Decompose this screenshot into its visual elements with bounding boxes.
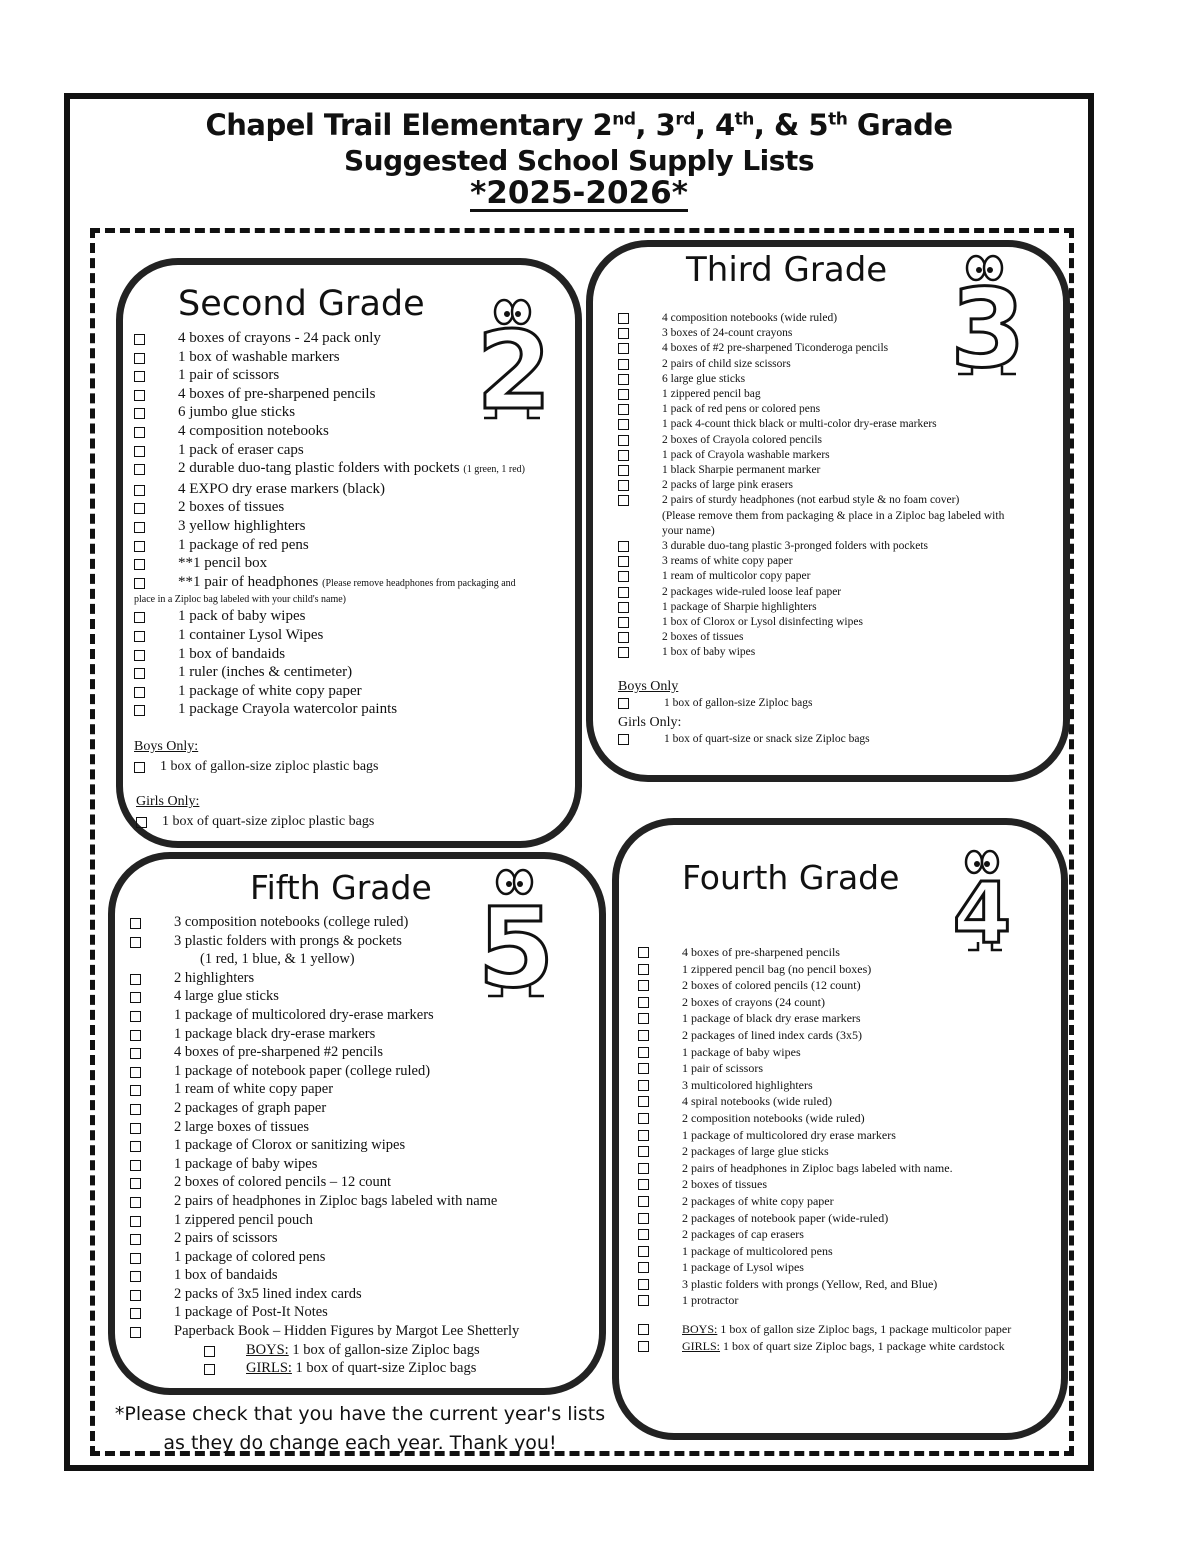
list-item: 1 ruler (inches & centimeter) bbox=[134, 663, 525, 682]
checkbox-icon bbox=[134, 522, 145, 533]
checkbox-icon bbox=[638, 964, 649, 975]
list-item: 3 composition notebooks (college ruled) bbox=[130, 913, 519, 932]
checkbox-icon bbox=[130, 1178, 141, 1189]
checkbox-icon bbox=[134, 687, 145, 698]
list-item: 1 box of baby wipes bbox=[618, 645, 1004, 660]
checkbox-icon bbox=[134, 705, 145, 716]
checkbox-icon bbox=[618, 587, 629, 598]
list-item: 4 boxes of pre-sharpened pencils bbox=[134, 385, 525, 404]
footer-line: *Please check that you have the current year's lists bbox=[114, 1403, 606, 1425]
checkbox-icon bbox=[130, 1253, 141, 1264]
checkbox-icon bbox=[134, 503, 145, 514]
list-item: 4 composition notebooks bbox=[134, 422, 525, 441]
list-item: 2 boxes of crayons (24 count) bbox=[638, 994, 953, 1011]
list-item: 1 pack 4-count thick black or multi-color dry-erase markers bbox=[618, 417, 1004, 432]
list-item: BOYS: 1 box of gallon-size Ziploc bags bbox=[130, 1341, 519, 1360]
list-item: 1 container Lysol Wipes bbox=[134, 626, 525, 645]
checkbox-icon bbox=[134, 485, 145, 496]
page-header bbox=[64, 108, 1094, 212]
list-item: 1 package of multicolored pens bbox=[638, 1243, 953, 1260]
list-item: 2 pairs of sturdy headphones (not earbud style & no foam cover) bbox=[618, 493, 1004, 508]
list-item: 4 spiral notebooks (wide ruled) bbox=[638, 1093, 953, 1110]
list-item: 2 composition notebooks (wide ruled) bbox=[638, 1110, 953, 1127]
list-item: 1 zippered pencil pouch bbox=[130, 1211, 519, 1230]
list-item: 2 boxes of colored pencils (12 count) bbox=[638, 977, 953, 994]
checkbox-icon bbox=[638, 1163, 649, 1174]
list-item: 2 packages of large glue sticks bbox=[638, 1143, 953, 1160]
list-item: 1 package of Clorox or sanitizing wipes bbox=[130, 1136, 519, 1155]
list-item: 1 package of white copy paper bbox=[134, 682, 525, 701]
checkbox-icon bbox=[618, 602, 629, 613]
list-item: 1 ream of multicolor copy paper bbox=[618, 569, 1004, 584]
list-item: 2 pairs of child size scissors bbox=[618, 357, 1004, 372]
list-item: 1 pack of baby wipes bbox=[134, 607, 525, 626]
checkbox-icon bbox=[130, 1011, 141, 1022]
list-item: 1 pack of eraser caps bbox=[134, 441, 525, 460]
checkbox-icon bbox=[130, 1141, 141, 1152]
list-item: 2 packages of cap erasers bbox=[638, 1226, 953, 1243]
third-grade-title: Third Grade bbox=[686, 250, 888, 290]
list-item: 4 EXPO dry erase markers (black) bbox=[134, 480, 525, 499]
checkbox-icon bbox=[618, 374, 629, 385]
list-item: 1 box of gallon-size ziploc plastic bags bbox=[134, 757, 379, 777]
list-item: 4 large glue sticks bbox=[130, 987, 519, 1006]
title-part: Grade bbox=[847, 108, 953, 142]
list-item: **1 pair of headphones (Please remove headphones from packaging and bbox=[134, 573, 525, 594]
third-grade-list bbox=[618, 311, 1004, 661]
list-item: 3 multicolored highlighters bbox=[638, 1077, 953, 1094]
checkbox-icon bbox=[130, 1067, 141, 1078]
checkbox-icon bbox=[638, 1080, 649, 1091]
second-boys-section bbox=[134, 737, 379, 777]
list-item-note: place in a Ziploc bag labeled with your child's name) bbox=[134, 594, 347, 606]
checkbox-icon bbox=[638, 1030, 649, 1041]
checkbox-icon bbox=[638, 1096, 649, 1107]
boys-only-label: Boys Only bbox=[618, 679, 679, 694]
footer-line: as they do change each year. Thank you! bbox=[163, 1432, 557, 1454]
list-item: 1 box of quart-size or snack size Ziploc bags bbox=[618, 731, 870, 748]
list-item: 1 package of black dry erase markers bbox=[638, 1010, 953, 1027]
checkbox-icon bbox=[638, 1262, 649, 1273]
list-item: 1 pack of red pens or colored pens bbox=[618, 402, 1004, 417]
title-part: , 4 bbox=[694, 108, 735, 142]
checkbox-icon bbox=[618, 313, 629, 324]
checkbox-icon bbox=[638, 1213, 649, 1224]
checkbox-icon bbox=[134, 390, 145, 401]
title-sup: th bbox=[828, 109, 848, 130]
list-item: 2 large boxes of tissues bbox=[130, 1118, 519, 1137]
boys-only-label: Boys Only: bbox=[134, 739, 199, 754]
checkbox-icon bbox=[618, 389, 629, 400]
girls-only-label: Girls Only: bbox=[618, 715, 682, 730]
checkbox-icon bbox=[618, 632, 629, 643]
list-item: 2 packages wide-ruled loose leaf paper bbox=[618, 585, 1004, 600]
numeral-three: 3 bbox=[950, 267, 1026, 382]
numeral-five: 5 bbox=[477, 884, 555, 1006]
checkbox-icon bbox=[136, 817, 147, 828]
list-item: GIRLS: 1 box of quart-size Ziploc bags bbox=[130, 1359, 519, 1378]
checkbox-icon bbox=[618, 419, 629, 430]
checkbox-icon bbox=[618, 495, 629, 506]
checkbox-icon bbox=[618, 343, 629, 354]
list-item: Paperback Book – Hidden Figures by Margot Lee Shetterly bbox=[130, 1322, 519, 1341]
list-item: 3 reams of white copy paper bbox=[618, 554, 1004, 569]
checkbox-icon bbox=[134, 408, 145, 419]
list-item-note: (Please remove them from packaging & place in a Ziploc bag labeled with bbox=[662, 509, 1005, 522]
checkbox-icon bbox=[204, 1346, 215, 1357]
list-item: 3 durable duo-tang plastic 3-pronged folders with pockets bbox=[618, 539, 1004, 554]
list-item: 1 box of washable markers bbox=[134, 348, 525, 367]
checkbox-icon bbox=[130, 937, 141, 948]
list-item: 1 package of baby wipes bbox=[638, 1044, 953, 1061]
checkbox-icon bbox=[134, 612, 145, 623]
checkbox-icon bbox=[638, 1324, 649, 1335]
checkbox-icon bbox=[130, 1123, 141, 1134]
checkbox-icon bbox=[618, 359, 629, 370]
checkbox-icon bbox=[134, 650, 145, 661]
checkbox-icon bbox=[134, 464, 145, 475]
checkbox-icon bbox=[130, 1085, 141, 1096]
checkbox-icon bbox=[638, 1013, 649, 1024]
checkbox-icon bbox=[638, 1179, 649, 1190]
list-item: BOYS: 1 box of gallon size Ziploc bags, 1 package multicolor paper bbox=[638, 1321, 1011, 1338]
checkbox-icon bbox=[638, 1279, 649, 1290]
checkbox-icon bbox=[134, 541, 145, 552]
list-item: 2 packages of lined index cards (3x5) bbox=[638, 1027, 953, 1044]
girls-only-label: Girls Only: bbox=[136, 794, 200, 809]
list-item: 3 plastic folders with prongs (Yellow, Red, and Blue) bbox=[638, 1276, 953, 1293]
list-item: 3 boxes of 24-count crayons bbox=[618, 326, 1004, 341]
checkbox-icon bbox=[618, 404, 629, 415]
checkbox-icon bbox=[638, 1130, 649, 1141]
list-item: 1 box of quart-size ziploc plastic bags bbox=[136, 812, 374, 832]
list-item: **1 pencil box bbox=[134, 554, 525, 573]
list-item: 2 pairs of headphones in Ziploc bags labeled with name. bbox=[638, 1160, 953, 1177]
checkbox-icon bbox=[134, 371, 145, 382]
list-item: 1 package of Post-It Notes bbox=[130, 1303, 519, 1322]
list-item: 2 boxes of Crayola colored pencils bbox=[618, 433, 1004, 448]
checkbox-icon bbox=[638, 997, 649, 1008]
list-item: 1 ream of white copy paper bbox=[130, 1080, 519, 1099]
checkbox-icon bbox=[134, 446, 145, 457]
checkbox-icon bbox=[618, 556, 629, 567]
list-item: 1 package of red pens bbox=[134, 536, 525, 555]
list-item: 2 packs of large pink erasers bbox=[618, 478, 1004, 493]
fourth-grade-list bbox=[638, 944, 953, 1309]
list-item: 1 package of notebook paper (college ruled) bbox=[130, 1062, 519, 1081]
checkbox-icon bbox=[134, 334, 145, 345]
checkbox-icon bbox=[130, 1290, 141, 1301]
checkbox-icon bbox=[134, 427, 145, 438]
list-item: 1 box of bandaids bbox=[130, 1266, 519, 1285]
checkbox-icon bbox=[130, 918, 141, 929]
list-item: GIRLS: 1 box of quart size Ziploc bags, 1 package white cardstock bbox=[638, 1338, 1011, 1355]
list-item: 6 jumbo glue sticks bbox=[134, 403, 525, 422]
checkbox-icon bbox=[618, 465, 629, 476]
list-item: 2 pairs of headphones in Ziploc bags labeled with name bbox=[130, 1192, 519, 1211]
second-girls-section bbox=[136, 792, 374, 832]
checkbox-icon bbox=[638, 1341, 649, 1352]
list-item: 1 package of multicolored dry-erase markers bbox=[130, 1006, 519, 1025]
checkbox-icon bbox=[130, 1327, 141, 1338]
list-item: 2 highlighters bbox=[130, 969, 519, 988]
title-sup: rd bbox=[675, 109, 695, 130]
list-item: 2 boxes of tissues bbox=[134, 498, 525, 517]
list-item: 2 packages of graph paper bbox=[130, 1099, 519, 1118]
list-item: 1 pair of scissors bbox=[638, 1060, 953, 1077]
numeral-two: 2 bbox=[476, 309, 552, 426]
fourth-grade-title: Fourth Grade bbox=[682, 858, 900, 897]
checkbox-icon bbox=[134, 578, 145, 589]
title-part: , 3 bbox=[635, 108, 676, 142]
checkbox-icon bbox=[130, 1048, 141, 1059]
list-item: 4 boxes of #2 pre-sharpened Ticonderoga pencils bbox=[618, 341, 1004, 356]
checkbox-icon bbox=[638, 1196, 649, 1207]
checkbox-icon bbox=[638, 1146, 649, 1157]
list-item: 1 pack of Crayola washable markers bbox=[618, 448, 1004, 463]
list-item: 2 packs of 3x5 lined index cards bbox=[130, 1285, 519, 1304]
list-item: 2 boxes of tissues bbox=[618, 630, 1004, 645]
title-part: , & 5 bbox=[753, 108, 829, 142]
list-item: 1 package black dry-erase markers bbox=[130, 1025, 519, 1044]
third-boys-section bbox=[618, 678, 870, 748]
checkbox-icon bbox=[134, 559, 145, 570]
list-item: 2 boxes of colored pencils – 12 count bbox=[130, 1173, 519, 1192]
list-item: 4 boxes of crayons - 24 pack only bbox=[134, 329, 525, 348]
checkbox-icon bbox=[638, 1113, 649, 1124]
list-item: 6 large glue sticks bbox=[618, 372, 1004, 387]
fifth-grade-list bbox=[130, 913, 519, 1378]
numeral-four-icon bbox=[940, 848, 1020, 958]
list-item: 1 zippered pencil bag (no pencil boxes) bbox=[638, 961, 953, 978]
fifth-grade-title: Fifth Grade bbox=[250, 868, 432, 907]
checkbox-icon bbox=[130, 1197, 141, 1208]
checkbox-icon bbox=[130, 1104, 141, 1115]
checkbox-icon bbox=[618, 571, 629, 582]
fourth-boys-girls-section bbox=[638, 1321, 1011, 1354]
second-grade-list bbox=[134, 329, 525, 719]
checkbox-icon bbox=[638, 947, 649, 958]
list-item: 1 pair of scissors bbox=[134, 366, 525, 385]
checkbox-icon bbox=[130, 1160, 141, 1171]
checkbox-icon bbox=[638, 1063, 649, 1074]
checkbox-icon bbox=[638, 1246, 649, 1257]
checkbox-icon bbox=[130, 1216, 141, 1227]
checkbox-icon bbox=[134, 631, 145, 642]
title-sup: nd bbox=[612, 109, 636, 130]
list-item: 1 protractor bbox=[638, 1292, 953, 1309]
list-item: 1 package of Sharpie highlighters bbox=[618, 600, 1004, 615]
checkbox-icon bbox=[130, 992, 141, 1003]
checkbox-icon bbox=[134, 353, 145, 364]
checkbox-icon bbox=[618, 647, 629, 658]
list-item-note: your name) bbox=[662, 524, 715, 537]
list-item: 1 package of multicolored dry erase markers bbox=[638, 1127, 953, 1144]
list-item: 2 packages of white copy paper bbox=[638, 1193, 953, 1210]
list-item: 3 plastic folders with prongs & pockets bbox=[130, 932, 519, 951]
checkbox-icon bbox=[130, 1308, 141, 1319]
list-item: 1 box of gallon-size Ziploc bags bbox=[618, 695, 870, 712]
list-item: 2 packages of notebook paper (wide-ruled) bbox=[638, 1210, 953, 1227]
checkbox-icon bbox=[130, 974, 141, 985]
list-item: 4 boxes of pre-sharpened #2 pencils bbox=[130, 1043, 519, 1062]
checkbox-icon bbox=[638, 980, 649, 991]
second-grade-title: Second Grade bbox=[178, 284, 425, 324]
list-item: 2 boxes of tissues bbox=[638, 1176, 953, 1193]
numeral-four: 4 bbox=[952, 864, 1012, 958]
checkbox-icon bbox=[130, 1234, 141, 1245]
checkbox-icon bbox=[618, 617, 629, 628]
title-sup: th bbox=[734, 109, 754, 130]
checkbox-icon bbox=[638, 1047, 649, 1058]
list-item: 1 package of Lysol wipes bbox=[638, 1259, 953, 1276]
list-item: 1 box of bandaids bbox=[134, 645, 525, 664]
checkbox-icon bbox=[134, 668, 145, 679]
page-subtitle: Suggested School Supply Lists bbox=[344, 144, 814, 177]
list-item: 1 box of Clorox or Lysol disinfecting wipes bbox=[618, 615, 1004, 630]
checkbox-icon bbox=[130, 1271, 141, 1282]
checkbox-icon bbox=[618, 450, 629, 461]
list-item: 1 zippered pencil bag bbox=[618, 387, 1004, 402]
list-item: 1 package Crayola watercolor paints bbox=[134, 700, 525, 719]
page-title bbox=[64, 108, 1094, 142]
checkbox-icon bbox=[638, 1229, 649, 1240]
list-item: 4 boxes of pre-sharpened pencils bbox=[638, 944, 953, 961]
list-item: 3 yellow highlighters bbox=[134, 517, 525, 536]
school-year: *2025-2026* bbox=[470, 175, 688, 211]
checkbox-icon bbox=[618, 734, 629, 745]
checkbox-icon bbox=[618, 328, 629, 339]
list-item: 2 durable duo-tang plastic folders with pockets (1 green, 1 red) bbox=[134, 459, 525, 480]
list-item: 1 package of colored pens bbox=[130, 1248, 519, 1267]
list-item: 1 package of baby wipes bbox=[130, 1155, 519, 1174]
checkbox-icon bbox=[618, 480, 629, 491]
checkbox-icon bbox=[204, 1364, 215, 1375]
checkbox-icon bbox=[638, 1295, 649, 1306]
footer-note bbox=[110, 1400, 610, 1458]
list-item: 4 composition notebooks (wide ruled) bbox=[618, 311, 1004, 326]
list-item: 2 pairs of scissors bbox=[130, 1229, 519, 1248]
list-item-note: (1 red, 1 blue, & 1 yellow) bbox=[200, 951, 355, 968]
checkbox-icon bbox=[618, 435, 629, 446]
title-part: Chapel Trail Elementary 2 bbox=[205, 108, 613, 142]
checkbox-icon bbox=[130, 1030, 141, 1041]
checkbox-icon bbox=[618, 541, 629, 552]
list-item: 1 black Sharpie permanent marker bbox=[618, 463, 1004, 478]
checkbox-icon bbox=[618, 698, 629, 709]
checkbox-icon bbox=[134, 762, 145, 773]
